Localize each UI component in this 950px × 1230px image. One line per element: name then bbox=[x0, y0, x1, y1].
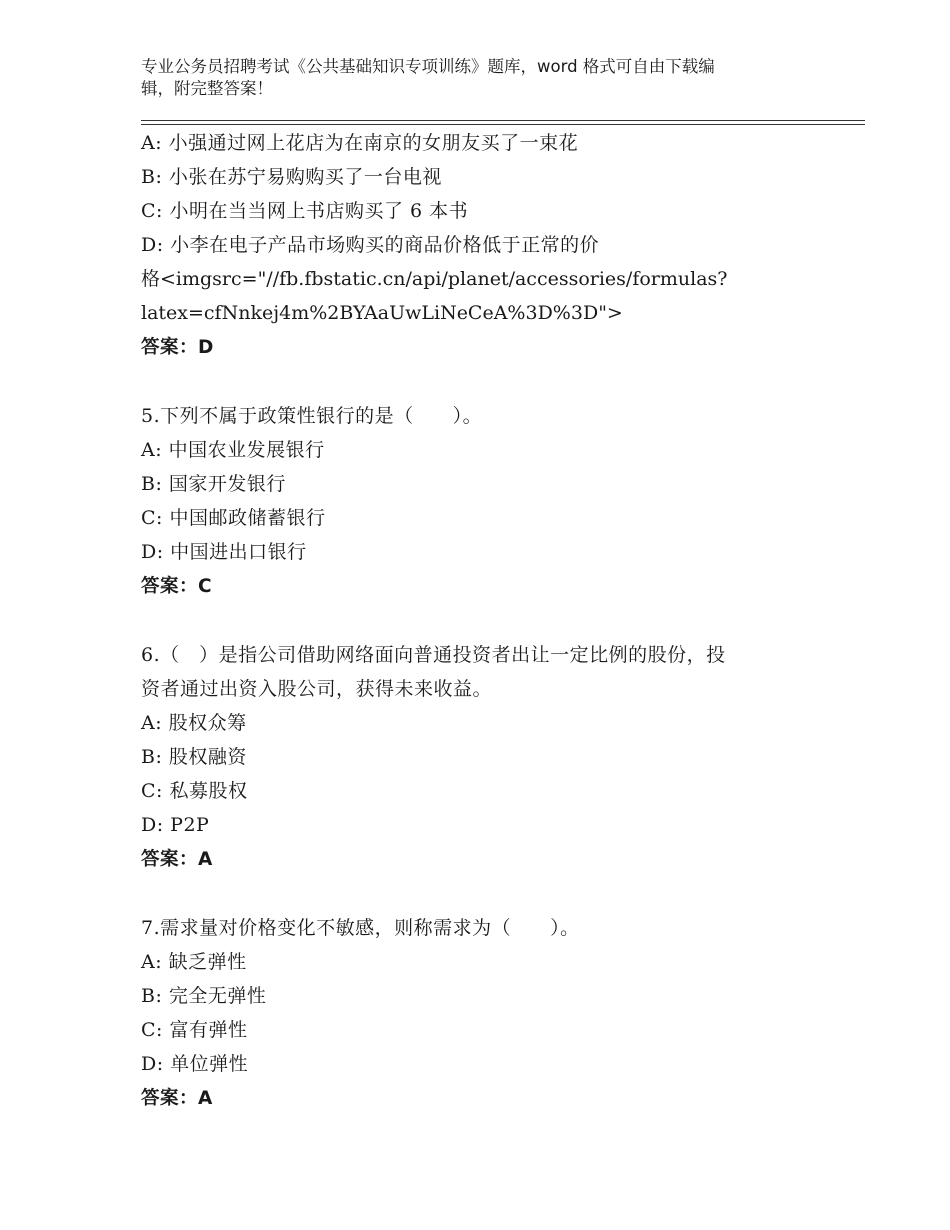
header-line-2: 辑，附完整答案！ bbox=[141, 79, 273, 98]
q7-stem: 7.需求量对价格变化不敏感，则称需求为（ ）。 bbox=[141, 917, 580, 939]
q4-option-d-continued-2: latex=cfNnkej4m%2BYAaUwLiNeCeA%3D%3D"> bbox=[141, 302, 623, 324]
q5-option-b: B: 国家开发银行 bbox=[141, 473, 286, 495]
q5-option-a: A: 中国农业发展银行 bbox=[141, 439, 325, 461]
q7-option-c: C: 富有弹性 bbox=[141, 1019, 248, 1041]
q6-option-c: C: 私募股权 bbox=[141, 780, 248, 802]
q4-option-a: A: 小强通过网上花店为在南京的女朋友买了一束花 bbox=[141, 132, 579, 154]
q4-option-b: B: 小张在苏宁易购购买了一台电视 bbox=[141, 166, 442, 188]
q7-option-d: D: 单位弹性 bbox=[141, 1053, 249, 1075]
q6-answer: 答案：A bbox=[141, 849, 213, 870]
page-header bbox=[141, 56, 801, 100]
q4-option-d: D: 小李在电子产品市场购买的商品价格低于正常的价 bbox=[141, 234, 600, 256]
q4-answer: 答案：D bbox=[141, 337, 214, 358]
q4-option-c: C: 小明在当当网上书店购买了 6 本书 bbox=[141, 200, 469, 222]
q5-option-c: C: 中国邮政储蓄银行 bbox=[141, 507, 326, 529]
q5-option-d: D: 中国进出口银行 bbox=[141, 541, 307, 563]
header-line-1: 专业公务员招聘考试《公共基础知识专项训练》题库，word 格式可自由下载编 bbox=[141, 57, 715, 76]
q7-answer: 答案：A bbox=[141, 1088, 213, 1109]
q6-option-b: B: 股权融资 bbox=[141, 746, 247, 768]
q6-stem-line-1: 6.（ ）是指公司借助网络面向普通投资者出让一定比例的股份，投 bbox=[141, 644, 726, 666]
q6-option-d: D: P2P bbox=[141, 814, 210, 836]
header-rule-bottom bbox=[141, 124, 865, 125]
q5-answer: 答案：C bbox=[141, 576, 213, 597]
header-rule-top bbox=[141, 120, 865, 121]
q6-option-a: A: 股权众筹 bbox=[141, 712, 247, 734]
q7-option-b: B: 完全无弹性 bbox=[141, 985, 267, 1007]
q7-option-a: A: 缺乏弹性 bbox=[141, 951, 247, 973]
q6-stem-line-2: 资者通过出资入股公司，获得未来收益。 bbox=[141, 678, 493, 700]
q4-option-d-continued-1: 格<imgsrc="//fb.fbstatic.cn/api/planet/accessories/formulas? bbox=[141, 268, 728, 290]
q5-stem: 5.下列不属于政策性银行的是（ ）。 bbox=[141, 405, 483, 427]
